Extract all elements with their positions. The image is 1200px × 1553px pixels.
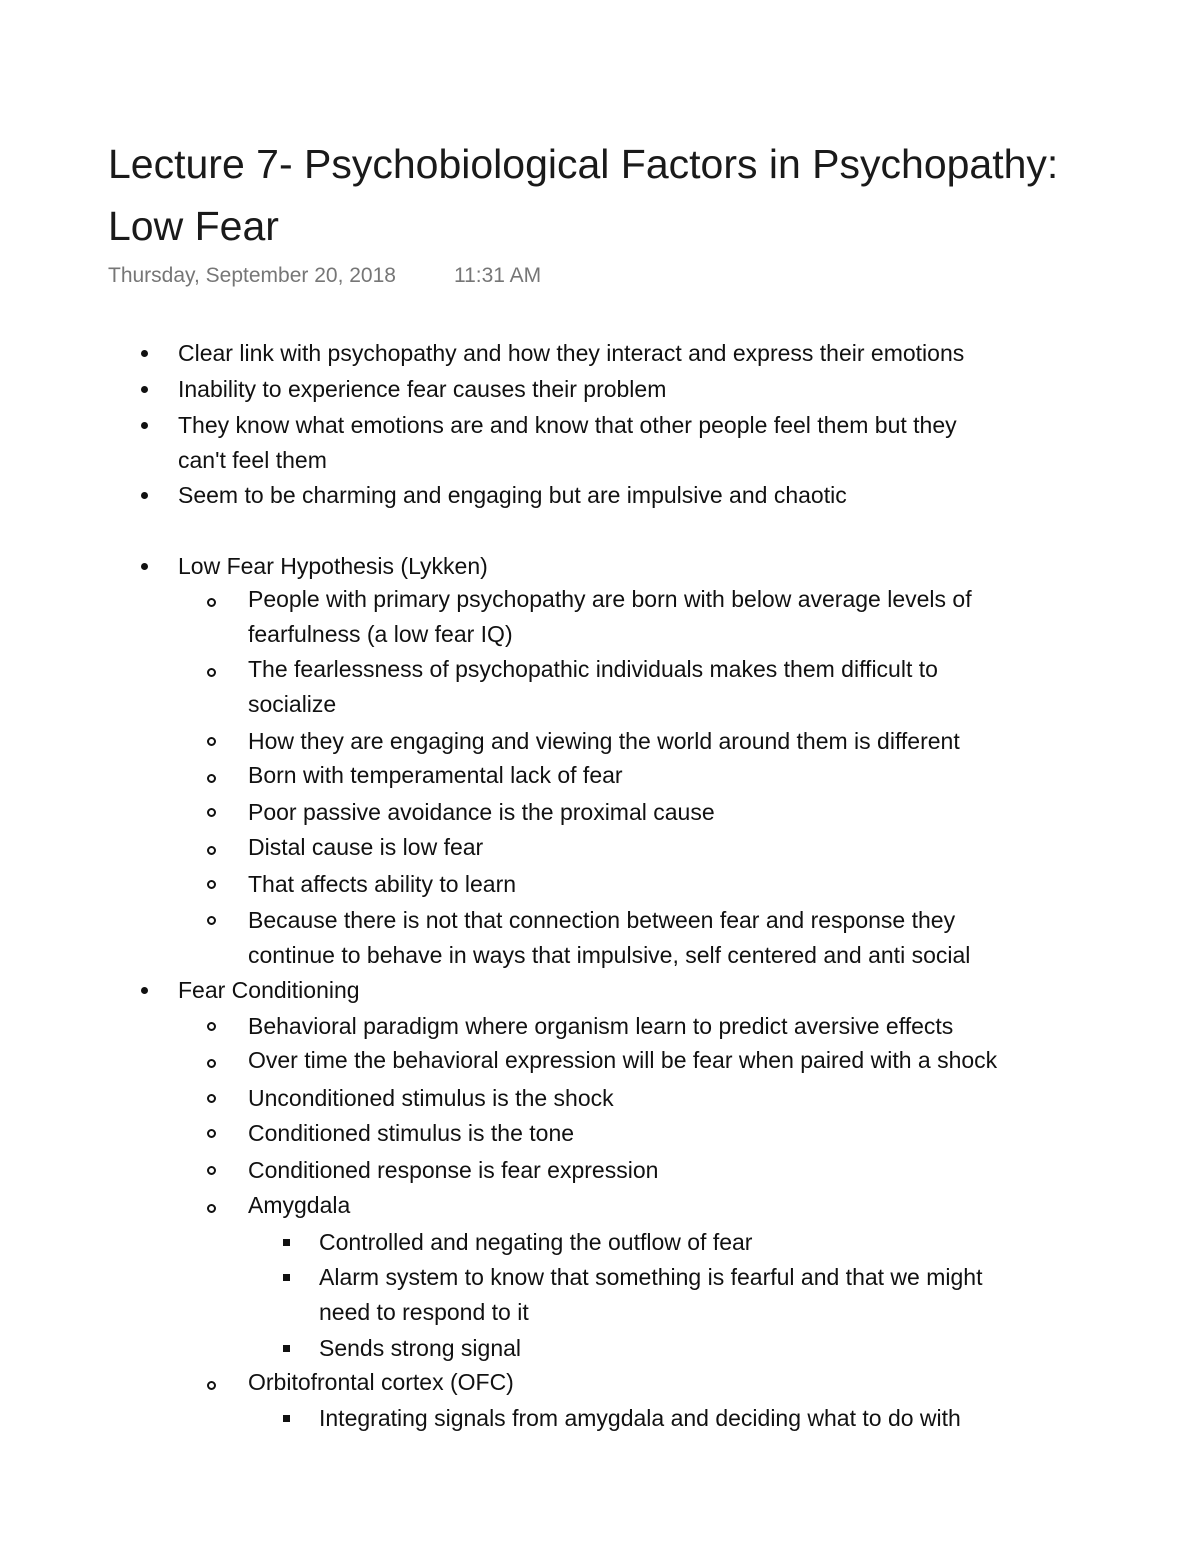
note-time: 11:31 AM — [453, 264, 542, 287]
page-title — [108, 133, 1198, 257]
bullet-ring-icon — [207, 1166, 216, 1175]
bullet-ring-icon — [207, 668, 216, 677]
bullet-ring-icon — [207, 808, 216, 817]
bullet-ring-icon — [207, 1022, 216, 1031]
bullet-disc-icon — [141, 492, 148, 499]
bullet-ring-icon — [207, 1204, 216, 1213]
bullet-ring-icon — [207, 598, 216, 607]
bullet-disc-icon — [141, 563, 148, 570]
note-timestamp — [108, 264, 541, 288]
bullet-ring-icon — [207, 916, 216, 925]
note-date: Thursday, September 20, 2018 — [108, 264, 396, 287]
bullet-square-icon — [283, 1239, 290, 1246]
bullet-square-icon — [283, 1345, 290, 1352]
bullet-ring-icon — [207, 737, 216, 746]
bullet-ring-icon — [207, 880, 216, 889]
bullet-disc-icon — [141, 350, 148, 357]
bullet-square-icon — [283, 1415, 290, 1422]
bullet-ring-icon — [207, 1059, 216, 1068]
page-title-line-2: Low Fear — [108, 203, 279, 249]
bullet-ring-icon — [207, 774, 216, 783]
bullet-ring-icon — [207, 1381, 216, 1390]
note-page: Lecture 7- Psychobiological Factors in Psychopathy: Low Fear Thursday, September 20, 2018 11:31 AM Clear link with psychopathy and how they interact and express their emotions Inability to experience fear causes their problem They know what emotions are and know that other people feel them but they can't feel them Seem to be charming and engaging but are impulsive and chaotic Low Fear Hypothesis (Lykken) People with primary psychopathy are born with below average levels of fearfulness (a low fear IQ) The fearlessness of psychopathic individuals makes them difficult to socialize How they are engaging and viewing the world around them is different Born with temperamental lack of fear Poor passive avoidance is the proximal cause Distal cause is low fear That affects ability to learn Because there is not that connection between fear and response they continue to behave in ways that impulsive, self centered and anti social Fear Conditioning Behavioral paradigm where organism learn to predict aversive effects Over time the behavioral expression will be fear when paired with a shock Unconditioned stimulus is the shock Conditioned stimulus is the tone Conditioned response is fear expression Amygdala Controlled and negating the outflow of fear Alarm system to know that something is fearful and that we might need to respond to it Sends strong signal Orbitofrontal cortex (OFC) Integrating signals from amygdala and deciding what to do with — [0, 0, 1200, 1553]
bullet-disc-icon — [141, 422, 148, 429]
bullet-square-icon — [283, 1274, 290, 1281]
bullet-disc-icon — [141, 386, 148, 393]
bullet-disc-icon — [141, 987, 148, 994]
page-title-line-1: Lecture 7- Psychobiological Factors in Psychopathy: — [108, 141, 1059, 187]
bullet-ring-icon — [207, 1094, 216, 1103]
bullet-ring-icon — [207, 846, 216, 855]
bullet-ring-icon — [207, 1129, 216, 1138]
